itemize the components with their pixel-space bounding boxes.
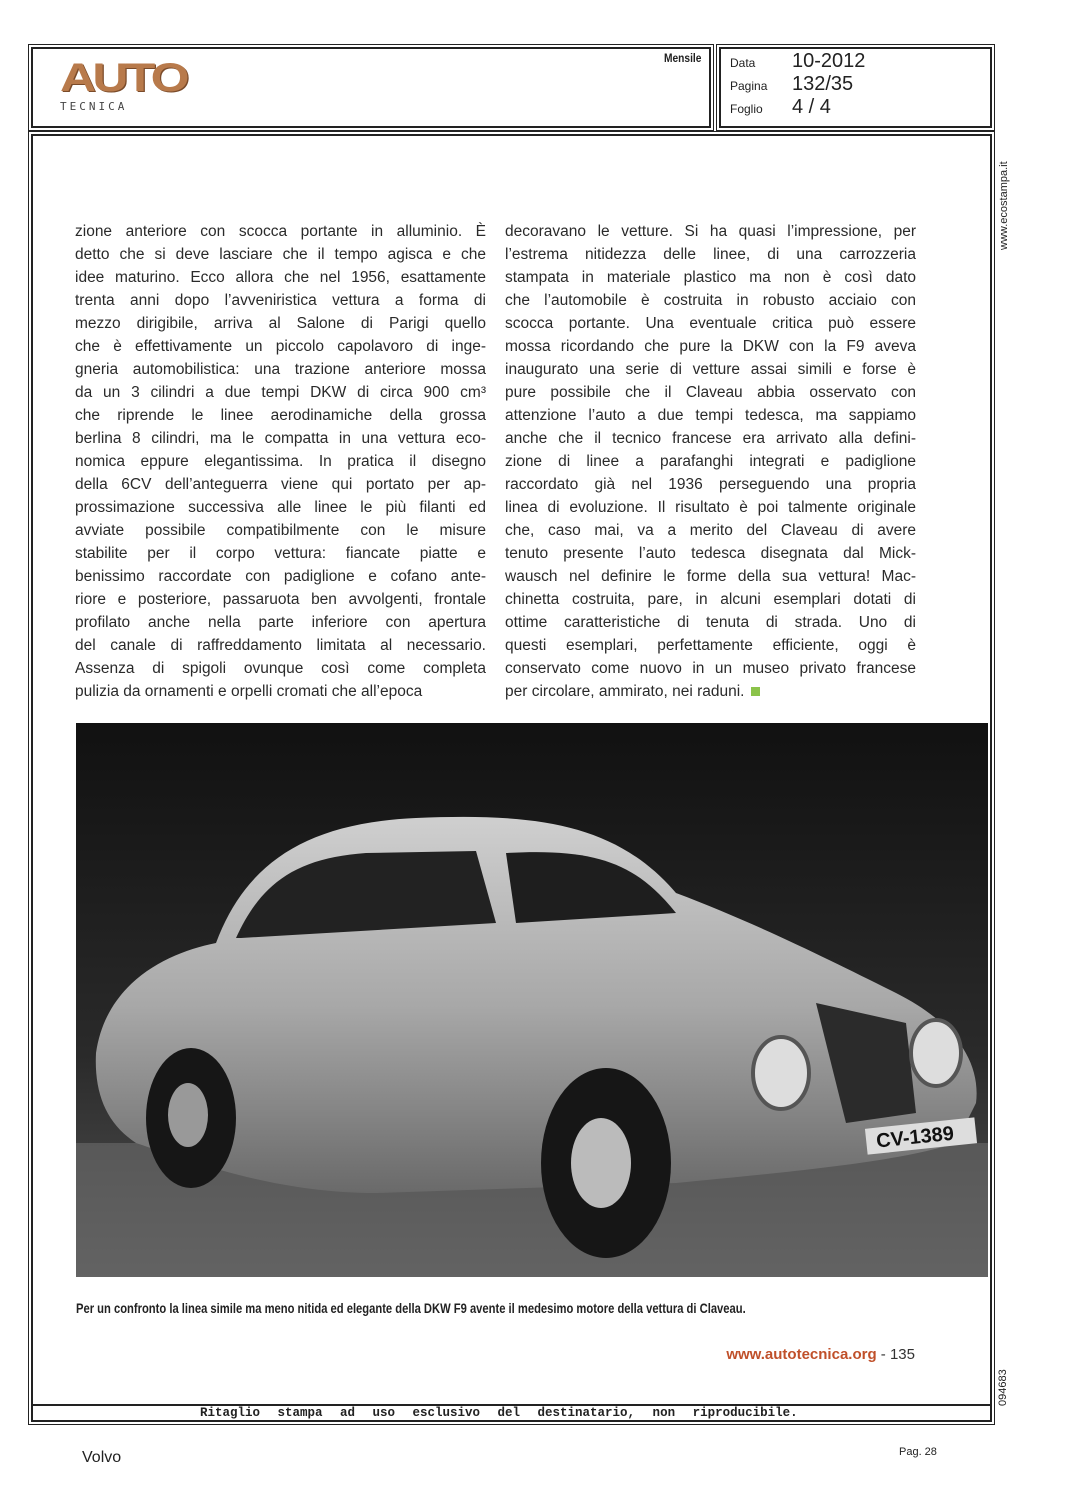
text-line: linea di evoluzione. Il risultato è poi talmente originale — [505, 499, 916, 516]
text-line: anche che il tecnico francese era arrivato alla defini- — [505, 430, 916, 447]
text-line: per circolare, ammirato, nei raduni. — [505, 680, 916, 703]
meta-page — [730, 73, 980, 96]
article-column-left — [75, 220, 486, 703]
text-line: attenzione l’auto a due tempi tedesca, ma sappiamo — [505, 407, 916, 424]
text-line: nomica eppure elegantissima. In pratica il disegno — [75, 453, 486, 470]
text-line: decoravano le vetture. Si ha quasi l’impressione, per — [505, 223, 916, 240]
meta-label: Data — [730, 56, 756, 70]
text-line: della 6CV dell’anteguerra viene qui portato per ap- — [75, 476, 486, 493]
text-line: berlina 8 cilindri, ma le compatta in una vettura eco- — [75, 430, 486, 447]
text-line: raccordato già nel 1936 perseguendo una propria — [505, 476, 916, 493]
text-line: mezzo dirigibile, arriva al Salone di Parigi quello — [75, 315, 486, 332]
text-line: gneria automobilistica: una trazione anteriore mossa — [75, 361, 486, 378]
text-line: tenuto presente l’auto tedesca disegnata dal Mick- — [505, 545, 916, 562]
meta-label: Pagina — [730, 79, 768, 93]
text-line: wausch nel definire le forme della sua vettura! Mac- — [505, 568, 916, 585]
text-line: pure possibile che il Claveau abbia osservato con — [505, 384, 916, 401]
text-line: chinetta costruita, pare, in alcuni esemplari dotati di — [505, 591, 916, 608]
article-column-right — [505, 220, 916, 703]
text-line: avviate possibile compatibilmente con le misure — [75, 522, 486, 539]
text-line: conservato come nuovo in un museo privato francese — [505, 660, 916, 677]
text-line: pulizia da ornamenti e orpelli cromati che all’epoca — [75, 683, 423, 700]
frequency-label: Mensile — [664, 51, 702, 65]
magazine-page: - 135 — [880, 1346, 915, 1363]
side-code: 094683 — [997, 1369, 1009, 1406]
text-line: mossa ricordando che pure la DKW con la F9 aveva — [505, 338, 916, 355]
text-line: inaugurato una serie di vetture assai simili e forse è — [505, 361, 916, 378]
text-line: riore e posteriore, passaruota ben avvolgenti, frontale — [75, 591, 486, 608]
text-line: stabilite per il corpo vettura: fiancate piatte e — [75, 545, 486, 562]
text-line: benissimo raccordate con padiglione e cofano ante- — [75, 568, 486, 585]
autotecnica-logo — [60, 56, 186, 113]
meta-date — [730, 50, 980, 73]
magazine-footer — [726, 1346, 915, 1363]
text-line: che l’automobile è costruita in robusto acciaio con — [505, 292, 916, 309]
text-line: stampata in materiale plastico ma non è così dato — [505, 269, 916, 286]
text-line: Assenza di spigoli ovunque così come completa — [75, 660, 486, 677]
text-line: da un 3 cilindri a due tempi DKW di circa 900 cm³ — [75, 384, 486, 401]
text-line: questi esemplari, perfettamente efficiente, oggi è — [505, 637, 916, 654]
text-line: che riprende le linee aerodinamiche della grossa — [75, 407, 486, 424]
car-photo — [76, 723, 988, 1277]
magazine-url[interactable]: www.autotecnica.org — [726, 1346, 877, 1363]
page-number: Pag. 28 — [899, 1446, 937, 1458]
meta-value: 132/35 — [792, 73, 854, 95]
text-line: l’estrema nitidezza delle linee, di una carrozzeria — [505, 246, 916, 263]
client-name: Volvo — [82, 1449, 122, 1466]
logo-main: AUTO — [60, 56, 186, 100]
text-line: zione di linee a parafanghi integrati e padiglione — [505, 453, 916, 470]
end-of-article-icon — [751, 687, 760, 696]
logo-sub: TECNICA — [60, 100, 128, 113]
text-line: zione anteriore con scocca portante in alluminio. È — [75, 223, 486, 240]
meta-value: 10-2012 — [792, 50, 866, 72]
license-plate: CV-1389 — [875, 1122, 955, 1153]
text-line: che, caso mai, va a merito del Claveau di avere — [505, 522, 916, 539]
text-line: che è effettivamente un piccolo capolavoro di inge- — [75, 338, 486, 355]
side-site: www.ecostampa.it — [998, 161, 1010, 250]
text-line: profilato anche nella parte inferiore con apertura — [75, 614, 486, 631]
text-line: scocca portante. Una eventuale critica può essere — [505, 315, 916, 332]
text-line: idee maturino. Ecco allora che nel 1956, esattamente — [75, 269, 486, 286]
photo-caption: Per un confronto la linea simile ma meno nitida ed elegante della DKW F9 avente il medesimo motore della vettura di Claveau. — [76, 1300, 746, 1316]
meta-sheet — [730, 96, 980, 119]
text-line: prossimazione successiva alle linee le più filanti ed — [75, 499, 486, 516]
copyright-notice: Ritaglio stampa ad uso esclusivo del destinatario, non riproducibile. — [200, 1406, 798, 1420]
text-line: del canale di raffreddamento limitata al necessario. — [75, 637, 486, 654]
text-line: ottime caratteristiche di tenuta di strada. Uno di — [505, 614, 916, 631]
meta-label: Foglio — [730, 102, 763, 116]
text-line: detto che si deve lasciare che il tempo agisca e che — [75, 246, 486, 263]
text-line: trenta anni dopo l’avveniristica vettura a forma di — [75, 292, 486, 309]
meta-value: 4 / 4 — [792, 96, 831, 118]
